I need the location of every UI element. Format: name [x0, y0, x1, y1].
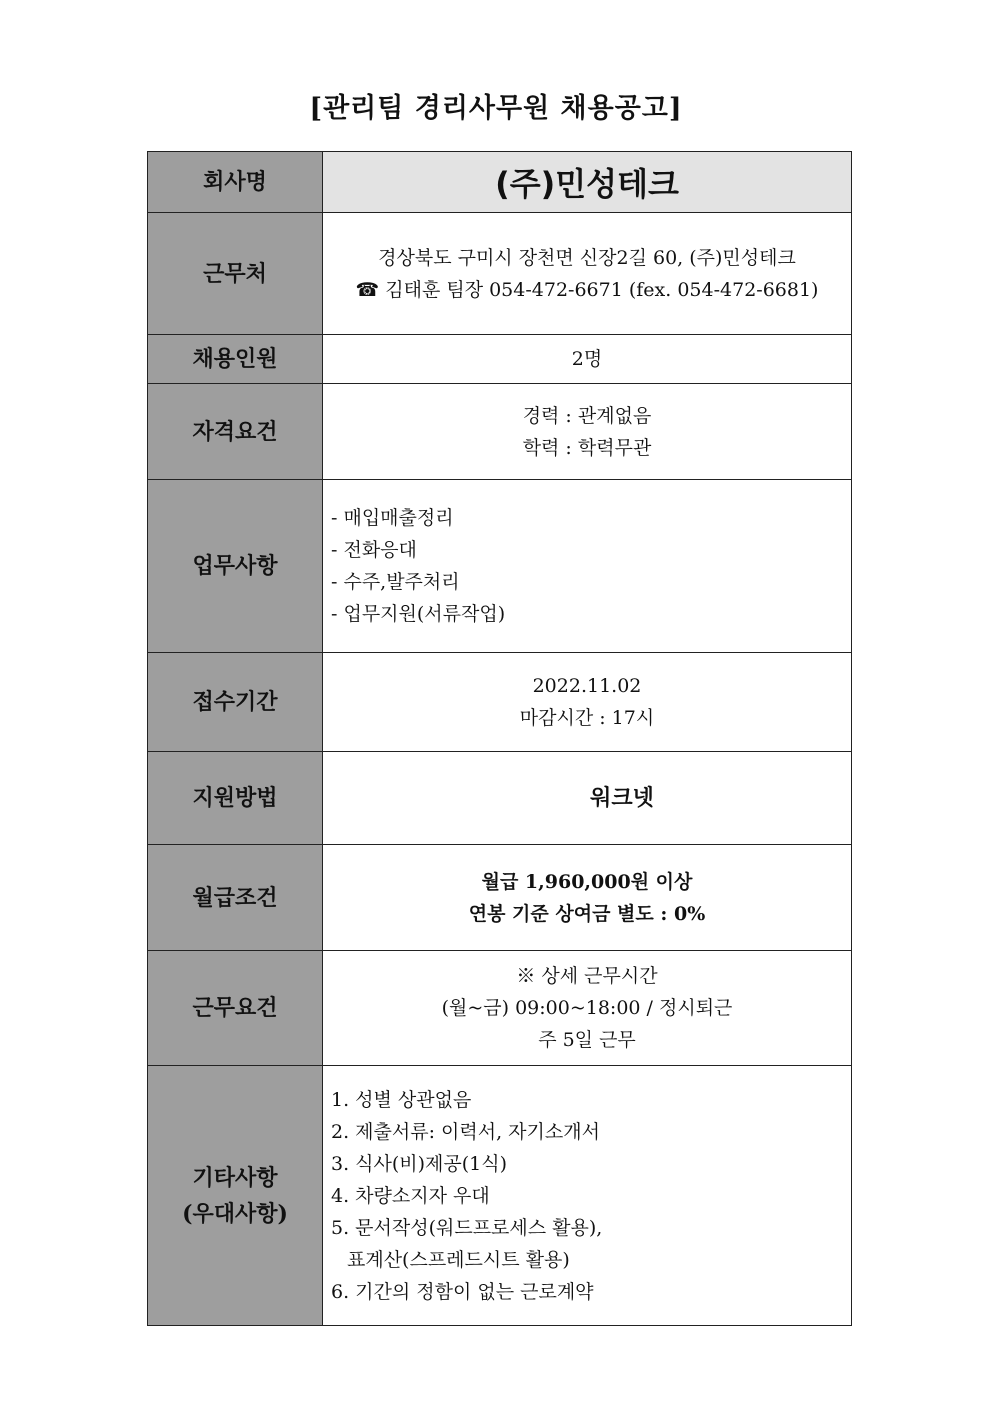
etc-item: 3. 식사(비)제공(1식): [331, 1152, 508, 1175]
table-row-qualification: [148, 384, 852, 480]
etc-item-continued: 표계산(스프레드시트 활용): [347, 1248, 570, 1271]
conditions-label: 근무요건: [148, 951, 323, 1066]
conditions-heading: ※ 상세 근무시간: [516, 965, 658, 987]
workplace-label: 근무처: [148, 213, 323, 335]
duty-item: - 수주,발주처리: [331, 571, 460, 593]
table-row-period: [148, 653, 852, 752]
conditions-hours: (월~금) 09:00~18:00 / 정시퇴근: [441, 997, 733, 1019]
etc-item: 1. 성별 상관없음: [331, 1088, 472, 1111]
qualification-career: 경력 : 관계없음: [522, 404, 652, 427]
table-row-conditions: [148, 951, 852, 1066]
table-row-duties: [148, 480, 852, 653]
etc-label-sub: (우대사항): [182, 1200, 288, 1227]
table-row-workplace: [148, 213, 852, 335]
etc-item: 6. 기간의 정함이 없는 근로계약: [331, 1280, 594, 1303]
etc-item: 4. 차량소지자 우대: [331, 1184, 490, 1207]
etc-item: 5. 문서작성(워드프로세스 활용),: [331, 1216, 603, 1239]
table-row-etc: [148, 1066, 852, 1326]
conditions-value: [323, 951, 852, 1066]
table-row-method: [148, 752, 852, 845]
headcount-label: 채용인원: [148, 335, 323, 384]
workplace-value: [323, 213, 852, 335]
salary-value: [323, 845, 852, 951]
workplace-address: 경상북도 구미시 장천면 신장2길 60, (주)민성테크: [378, 246, 796, 269]
job-posting-table: [147, 151, 852, 1326]
etc-label: [148, 1066, 323, 1326]
workplace-contact: 김태훈 팀장 054-472-6671 (fex. 054-472-6681): [385, 278, 819, 301]
phone-icon: ☎: [355, 278, 380, 301]
workplace-contact-line: [323, 274, 851, 306]
duty-item: - 업무지원(서류작업): [331, 603, 506, 625]
company-value: (주)민성테크: [323, 152, 852, 213]
method-value: 워크넷: [323, 752, 852, 845]
qualification-education: 학력 : 학력무관: [522, 436, 652, 459]
table-row-headcount: [148, 335, 852, 384]
conditions-days: 주 5일 근무: [538, 1029, 636, 1051]
duty-item: - 전화응대: [331, 539, 417, 561]
page-title: [관리팀 경리사무원 채용공고]: [309, 93, 683, 124]
salary-bonus: 연봉 기준 상여금 별도 : 0%: [468, 902, 706, 925]
duties-value: [323, 480, 852, 653]
period-deadline: 마감시간 : 17시: [519, 707, 655, 729]
etc-value: [323, 1066, 852, 1326]
table-row-company: [148, 152, 852, 213]
period-date: 2022.11.02: [532, 675, 642, 697]
period-label: 접수기간: [148, 653, 323, 752]
qualification-label: 자격요건: [148, 384, 323, 480]
salary-monthly: 월급 1,960,000원 이상: [481, 870, 693, 893]
method-label: 지원방법: [148, 752, 323, 845]
salary-label: 월급조건: [148, 845, 323, 951]
period-value: [323, 653, 852, 752]
etc-label-main: 기타사항: [192, 1164, 278, 1191]
table-row-salary: [148, 845, 852, 951]
company-label: 회사명: [148, 152, 323, 213]
qualification-value: [323, 384, 852, 480]
duty-item: - 매입매출정리: [331, 507, 454, 529]
etc-item: 2. 제출서류: 이력서, 자기소개서: [331, 1120, 600, 1143]
headcount-value: 2명: [323, 335, 852, 384]
duties-label: 업무사항: [148, 480, 323, 653]
